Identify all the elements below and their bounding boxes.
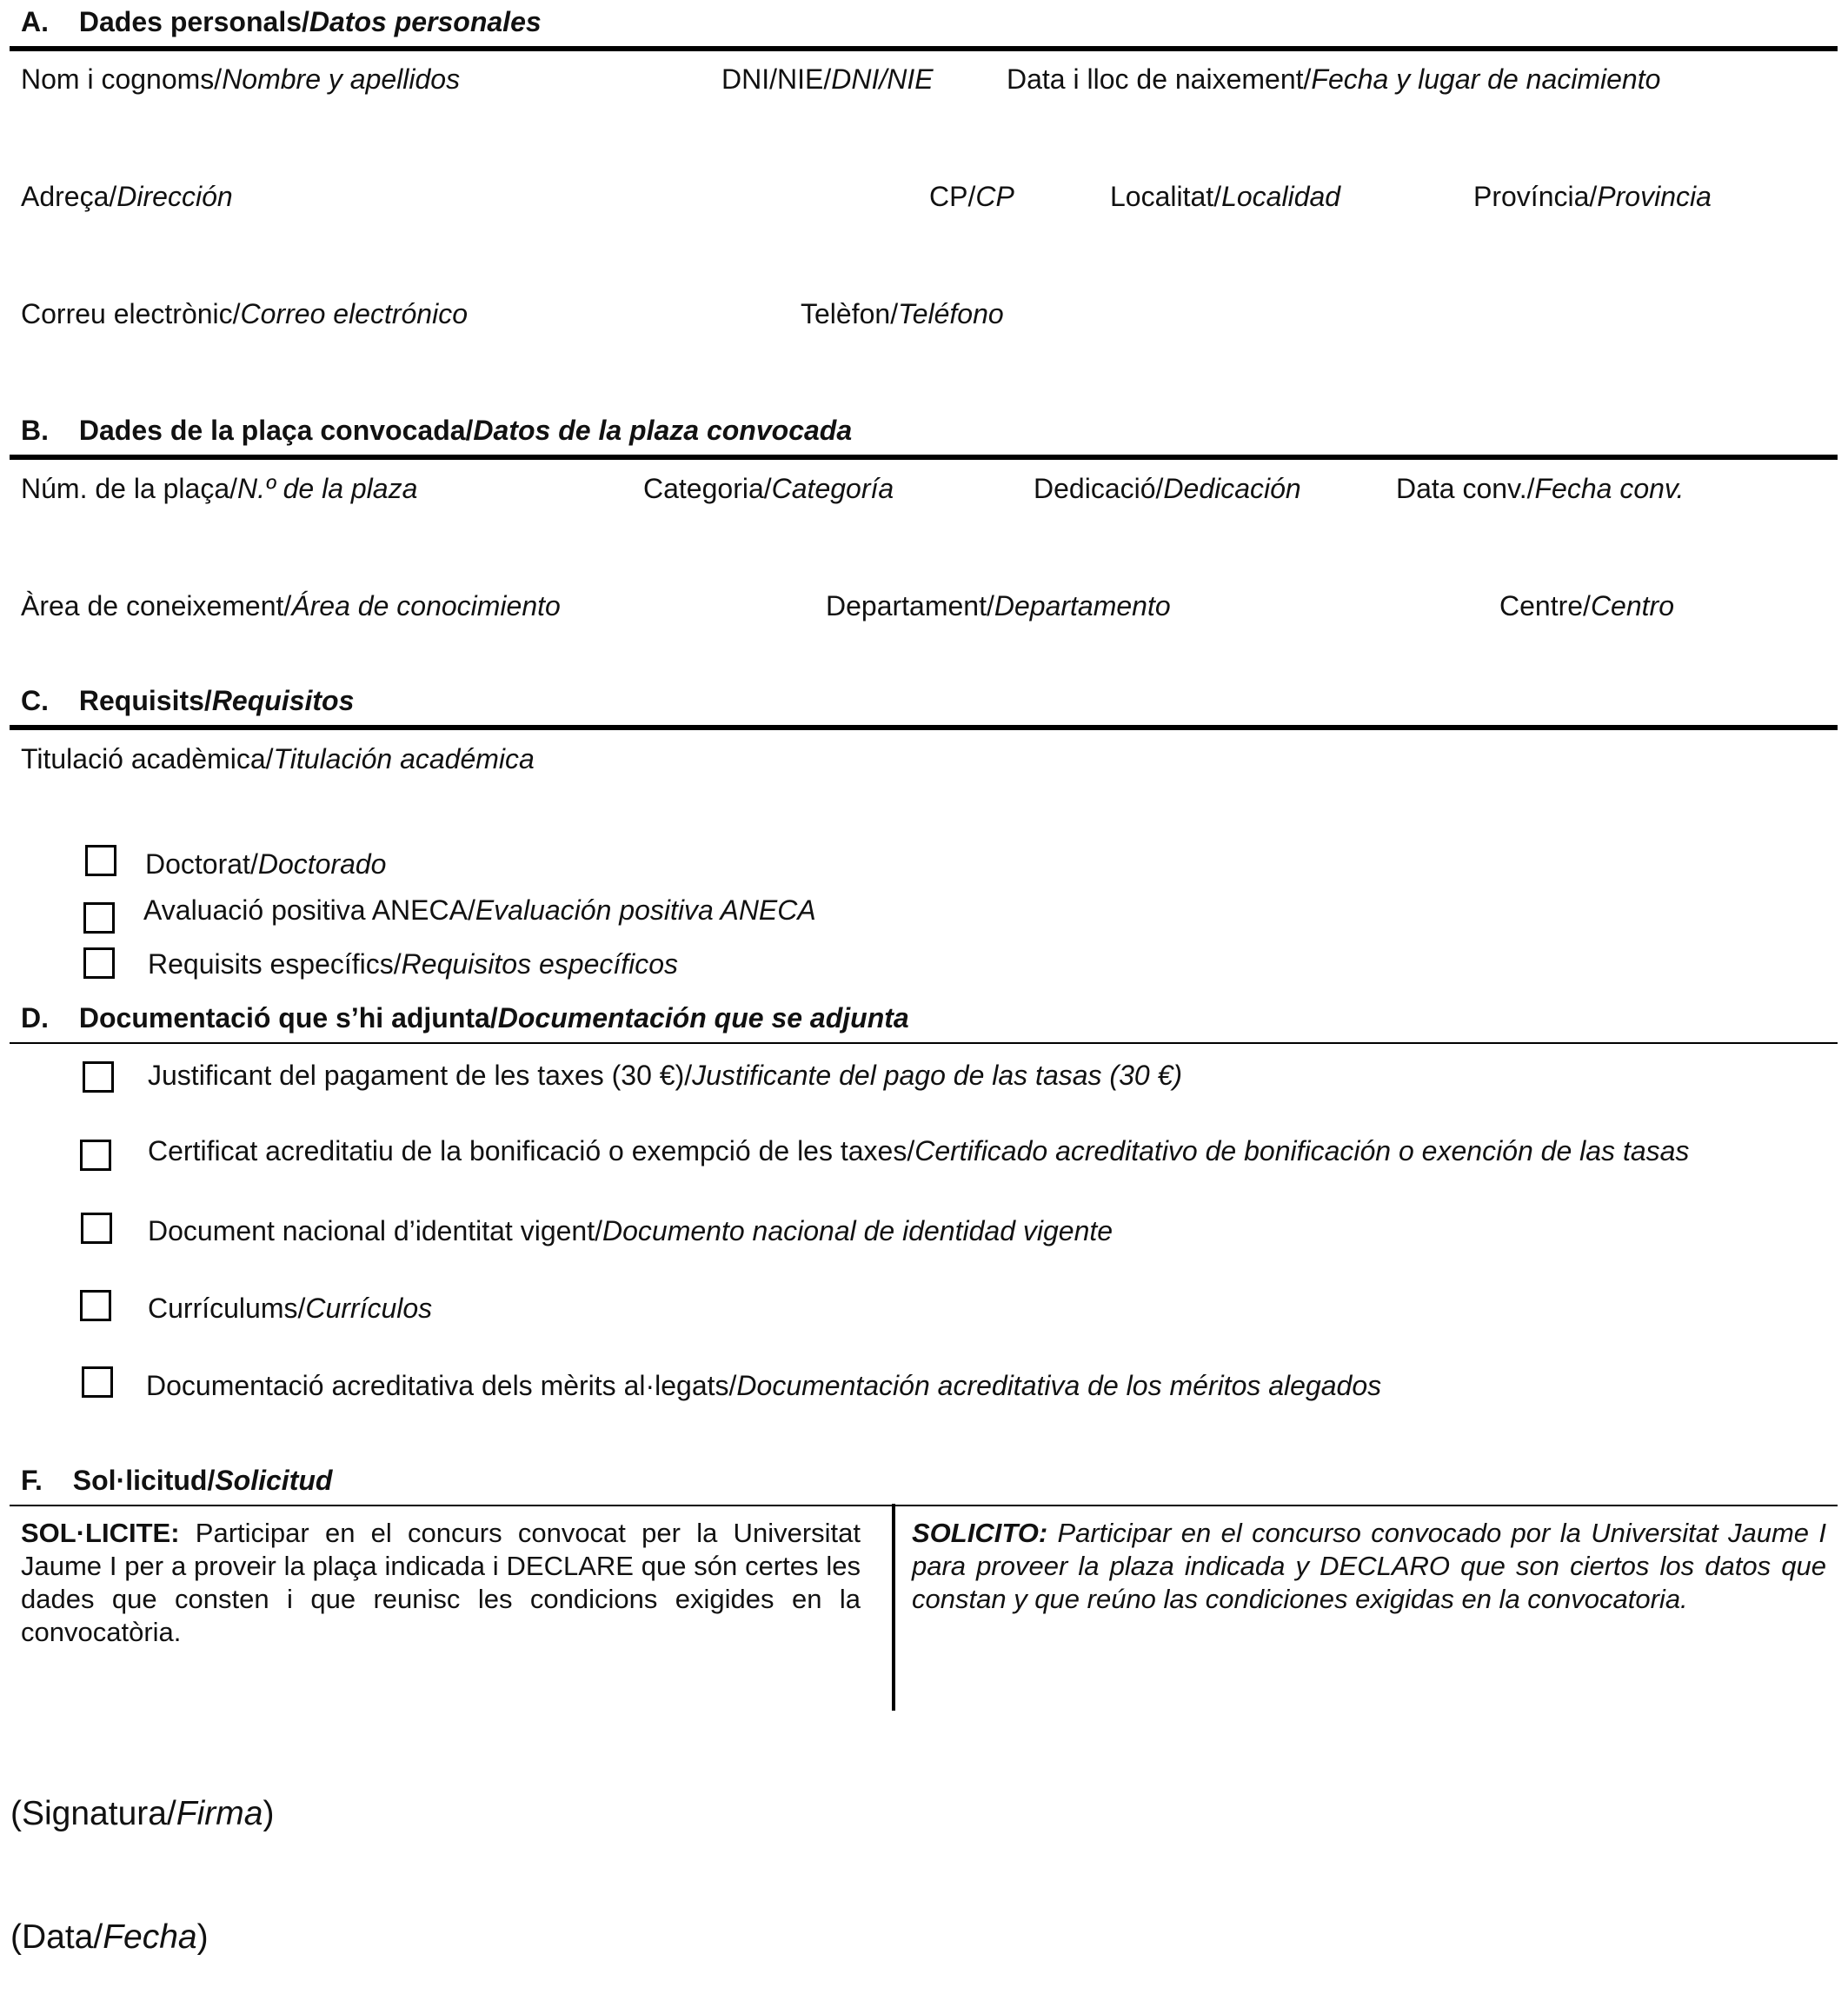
merits-checkbox[interactable] [82, 1366, 113, 1398]
request-body-ca: Participar en el concurs convocat per la Universitat Jaume I per a proveir la plaça indicada i DECLARE que són certes les dades que consten i que reunisc les condicions exigides en la convocatòria. [21, 1518, 861, 1647]
dni-field-label[interactable] [721, 65, 934, 93]
request-lead-ca: SOL·LICITE: [21, 1518, 180, 1548]
section-letter: D. [21, 1002, 49, 1034]
section-c-heading [21, 687, 354, 715]
label-es: Dedicación [1163, 473, 1301, 504]
doctorate-checkbox[interactable] [85, 845, 116, 876]
label-ca: Data i lloc de naixement/ [1007, 63, 1312, 95]
request-body-es: Participar en el concurso convocado por la Universitat Jaume I para proveer la plaza indicada y DECLARO que son ciertos los datos que constan y que reúno las condiciones exigidas en la convocatoria. [912, 1518, 1826, 1614]
fee-exemption-checkbox[interactable] [80, 1140, 111, 1171]
section-b-rule [10, 455, 1838, 460]
label-es: Fecha y lugar de nacimiento [1311, 63, 1661, 95]
label-ca: (Data/ [10, 1918, 103, 1956]
request-column-divider [892, 1504, 895, 1711]
fee-receipt-checkbox[interactable] [83, 1061, 114, 1093]
fee-exemption-label [148, 1137, 1689, 1165]
merits-label [146, 1372, 1381, 1399]
label-es: Doctorado [257, 848, 387, 880]
cv-checkbox[interactable] [80, 1290, 111, 1321]
conv-date-label[interactable] [1396, 475, 1684, 502]
phone-field-label[interactable] [801, 300, 1004, 328]
label-es: Fecha conv. [1534, 473, 1685, 504]
section-f-rule [10, 1505, 1838, 1506]
place-number-label[interactable] [21, 475, 417, 502]
label-close: ) [263, 1795, 275, 1832]
label-ca: DNI/NIE/ [721, 63, 832, 95]
section-letter: A. [21, 6, 49, 37]
request-text-ca [21, 1517, 861, 1649]
label-es: Requisitos específicos [401, 948, 679, 980]
label-es: Área de conocimiento [291, 590, 561, 621]
label-ca: Titulació acadèmica/ [21, 743, 274, 774]
label-ca: (Signatura/ [10, 1795, 176, 1832]
label-es: Certificado acreditativo de bonificación o exención de las tasas [914, 1135, 1690, 1167]
section-b-heading [21, 416, 852, 444]
section-title-ca: Documentació que s’hi adjunta/ [78, 1002, 498, 1034]
section-a-rule [10, 46, 1838, 51]
label-es: Teléfono [898, 298, 1004, 329]
label-ca: Departament/ [826, 590, 994, 621]
town-field-label[interactable] [1110, 183, 1340, 210]
fee-receipt-label [148, 1061, 1182, 1089]
section-d-rule [10, 1042, 1838, 1044]
section-letter: C. [21, 685, 49, 716]
label-es: Centro [1590, 590, 1674, 621]
label-es: Dirección [116, 181, 233, 212]
label-ca: Correu electrònic/ [21, 298, 241, 329]
aneca-label [143, 896, 816, 924]
label-ca: Província/ [1473, 181, 1598, 212]
label-ca: Núm. de la plaça/ [21, 473, 238, 504]
label-es: Firma [176, 1795, 263, 1832]
section-title-es: Solicitud [215, 1465, 333, 1496]
section-title-es: Datos de la plaza convocada [473, 415, 853, 446]
label-ca: Document nacional d’identitat vigent/ [148, 1215, 602, 1246]
specific-requirements-label [148, 950, 678, 978]
section-title-ca: Requisits/ [78, 685, 212, 716]
section-d-heading [21, 1004, 909, 1032]
label-ca: Documentació acreditativa dels mèrits al·legats/ [146, 1370, 737, 1401]
knowledge-area-label[interactable] [21, 592, 561, 620]
section-title-es: Datos personales [309, 6, 542, 37]
label-ca: Doctorat/ [145, 848, 258, 880]
label-ca: Telèfon/ [801, 298, 899, 329]
label-ca: Justificant del pagament de les taxes (30 €)/ [148, 1060, 693, 1091]
label-es: N.º de la plaza [237, 473, 418, 504]
cp-field-label[interactable] [929, 183, 1014, 210]
name-field-label[interactable] [21, 65, 460, 93]
section-title-es: Documentación que se adjunta [497, 1002, 909, 1034]
label-ca: Requisits específics/ [148, 948, 402, 980]
label-ca: Certificat acreditatiu de la bonificació o exempció de les taxes/ [148, 1135, 915, 1167]
label-es: Nombre y apellidos [222, 63, 461, 95]
id-document-label [148, 1217, 1113, 1245]
request-lead-es: SOLICITO: [912, 1518, 1048, 1548]
section-title-ca: Sol·licitud/ [72, 1465, 216, 1496]
label-ca: Centre/ [1499, 590, 1591, 621]
date-label [10, 1920, 209, 1954]
label-es: Categoría [771, 473, 894, 504]
degree-field-label[interactable] [21, 745, 535, 773]
aneca-checkbox[interactable] [83, 902, 115, 934]
specific-requirements-checkbox[interactable] [83, 947, 115, 979]
label-es: Fecha [103, 1918, 197, 1956]
label-ca: Currículums/ [148, 1293, 306, 1324]
label-es: Justificante del pago de las tasas (30 €) [692, 1060, 1183, 1091]
centre-label[interactable] [1499, 592, 1674, 620]
category-label[interactable] [643, 475, 894, 502]
label-ca: Adreça/ [21, 181, 117, 212]
dedication-label[interactable] [1034, 475, 1301, 502]
section-title-ca: Dades de la plaça convocada/ [78, 415, 474, 446]
label-ca: Data conv./ [1396, 473, 1535, 504]
cv-label [148, 1294, 432, 1322]
label-ca: Localitat/ [1110, 181, 1222, 212]
label-es: Localidad [1221, 181, 1341, 212]
label-es: Documento nacional de identidad vigente [602, 1215, 1113, 1246]
signature-label [10, 1797, 274, 1831]
request-text-es [912, 1517, 1826, 1616]
email-field-label[interactable] [21, 300, 468, 328]
label-es: Evaluación positiva ANECA [475, 894, 816, 926]
section-c-rule [10, 725, 1838, 730]
label-ca: Dedicació/ [1034, 473, 1164, 504]
label-ca: Avaluació positiva ANECA/ [143, 894, 475, 926]
department-label[interactable] [826, 592, 1171, 620]
label-es: Departamento [994, 590, 1171, 621]
section-title-ca: Dades personals/ [78, 6, 309, 37]
label-es: Provincia [1597, 181, 1712, 212]
section-letter: F. [21, 1465, 43, 1496]
label-ca: CP/ [929, 181, 976, 212]
id-document-checkbox[interactable] [81, 1213, 112, 1244]
label-es: Documentación acreditativa de los méritos alegados [736, 1370, 1382, 1401]
label-es: CP [975, 181, 1014, 212]
birth-field-label[interactable] [1007, 65, 1660, 93]
section-f-heading [21, 1466, 332, 1494]
label-close: ) [196, 1918, 209, 1956]
section-a-heading [21, 8, 542, 36]
label-ca: Nom i cognoms/ [21, 63, 223, 95]
label-es: Correo electrónico [240, 298, 468, 329]
label-es: Titulación académica [273, 743, 535, 774]
address-field-label[interactable] [21, 183, 233, 210]
label-es: DNI/NIE [831, 63, 934, 95]
label-ca: Àrea de coneixement/ [21, 590, 292, 621]
label-es: Currículos [305, 1293, 433, 1324]
section-letter: B. [21, 415, 49, 446]
province-field-label[interactable] [1473, 183, 1712, 210]
label-ca: Categoria/ [643, 473, 772, 504]
section-title-es: Requisitos [211, 685, 355, 716]
doctorate-label [145, 850, 386, 878]
